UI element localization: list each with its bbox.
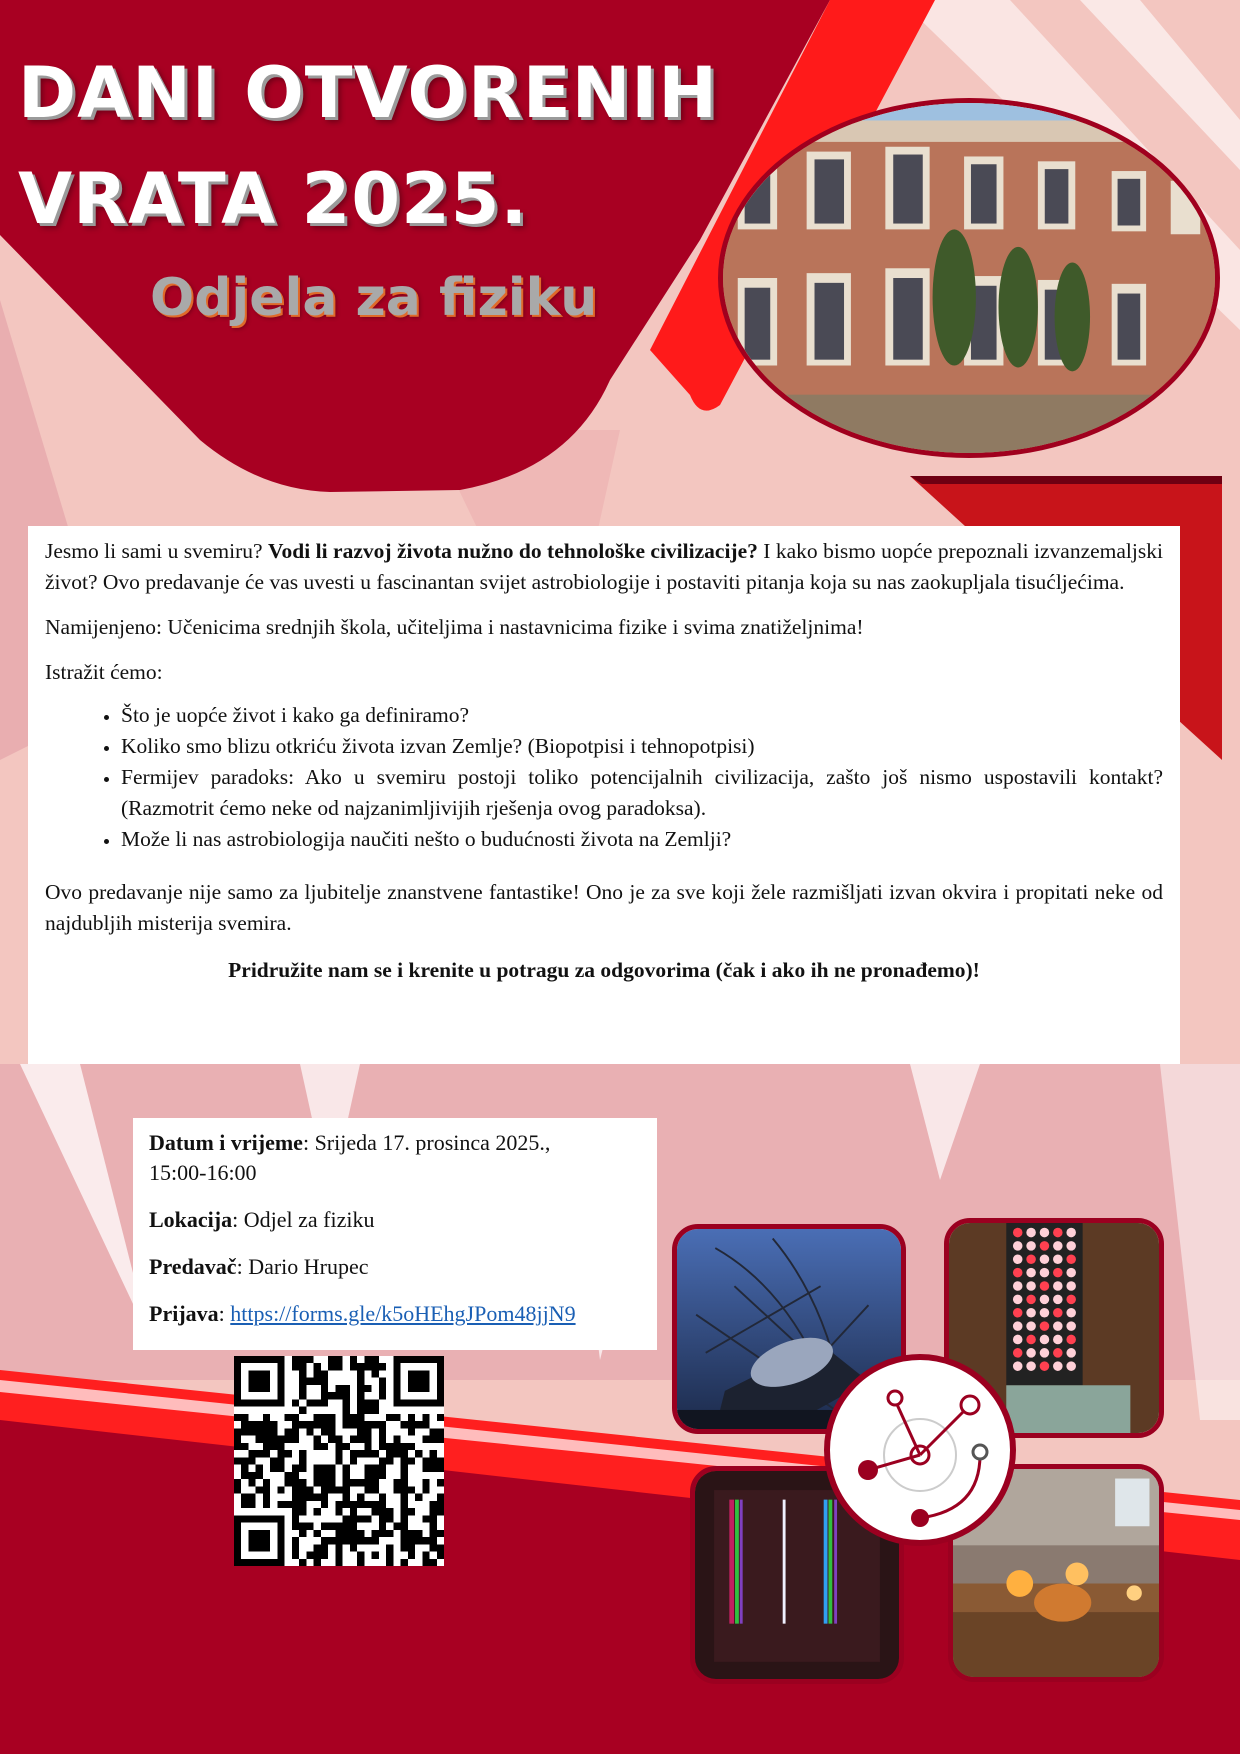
list-item: • Što je uopće život i kako ga definiramo? [121,700,1163,731]
event-details-card [133,1118,657,1350]
location-label: Lokacija [149,1207,233,1232]
physics-atom-logo-icon [824,1354,1016,1546]
date-value: : Srijeda 17. prosinca 2025., [302,1130,551,1155]
audience-text: Namijenjeno: Učenicima srednjih škola, učiteljima i nastavnicima fizike i svima znatiželjnima! [45,615,864,639]
lecturer-label: Predavač [149,1254,237,1279]
description-card [28,526,1180,1064]
intro-paragraph [45,536,1163,598]
lecturer-line [149,1252,641,1282]
time-value: 15:00-16:00 [149,1160,257,1185]
call-to-action: Pridružite nam se i krenite u potragu za odgovorima (čak i ako ih ne pronađemo)! [228,958,980,982]
intro-text-start: Jesmo li sami u svemiru? [45,539,268,563]
lecturer-value: : Dario Hrupec [236,1254,369,1279]
list-item: • Koliko smo blizu otkriću života izvan Zemlje? (Biopotpisi i tehnopotpisi) [121,731,1163,762]
signup-line [149,1299,641,1329]
building-photo [718,98,1220,458]
date-line [149,1128,641,1188]
signup-separator: : [218,1301,231,1326]
explore-heading: Istražit ćemo: [45,660,163,684]
event-subtitle: Odjela za fiziku [150,268,598,328]
list-item: • Fermijev paradoks: Ako u svemiru postoji toliko potencijalnih civilizacija, zašto još nismo uspostavili kontakt? (Razmotrit ćemo neke od najzanimljivijih rješenja ovog paradoksa). [121,762,1163,824]
closing-paragraph: Ovo predavanje nije samo za ljubitelje znanstvene fantastike! Ono je za sve koji žele razmišljati izvan okvira i propitati neke od najdubljih misterija svemira. [45,880,1163,935]
list-item: • Može li nas astrobiologija naučiti nešto o budućnosti života na Zemlji? [121,824,1163,855]
date-label: Datum i vrijeme [149,1130,303,1155]
qr-code-icon[interactable] [234,1356,444,1566]
intro-text-end: I kako bismo uopće prepoznali izvanzemaljski život? Ovo predavanje će vas uvesti u fascinantan svijet astrobiologije i postaviti pitanja koja su nas zaokupljala tisućljećima. [45,539,1163,594]
signup-label: Prijava [149,1301,219,1326]
location-value: : Odjel za fiziku [232,1207,375,1232]
topics-list [45,700,1163,855]
location-line [149,1205,641,1235]
event-title-line-2: VRATA 2025. [18,158,529,240]
intro-text-bold: Vodi li razvoj života nužno do tehnološke civilizacije? [268,539,758,563]
event-title-line-1: DANI OTVORENIH [18,52,718,134]
signup-link[interactable]: https://forms.gle/k5oHEhgJPom48jjN9 [230,1301,576,1326]
